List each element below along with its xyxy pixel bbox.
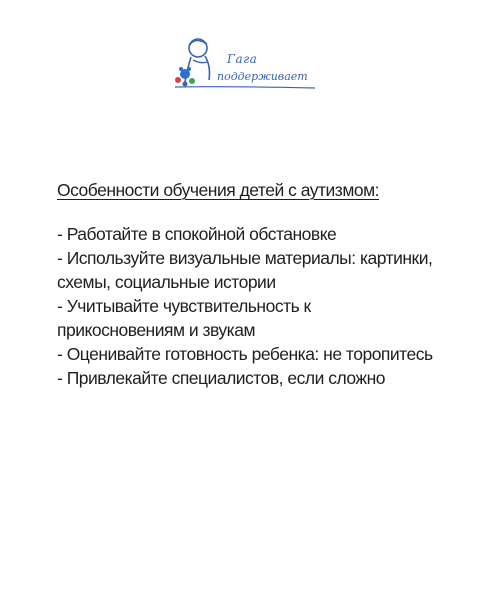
logo-line1: Гага (227, 52, 258, 66)
brand-logo (165, 30, 325, 100)
main-content (57, 178, 437, 390)
list-item: - Учитывайте чувствительность к прикосновениям и звукам (57, 296, 311, 340)
logo-line2: поддерживает (217, 70, 308, 83)
page-title: Особенности обучения детей с аутизмом: (57, 180, 379, 200)
tips-list (57, 222, 437, 390)
list-item: - Используйте визуальные материалы: картинки, схемы, социальные истории (57, 248, 433, 292)
list-item: - Оценивайте готовность ребенка: не торопитесь (57, 344, 433, 364)
list-item: - Привлекайте специалистов, если сложно (57, 368, 386, 388)
list-item: - Работайте в спокойной обстановке (57, 224, 337, 244)
